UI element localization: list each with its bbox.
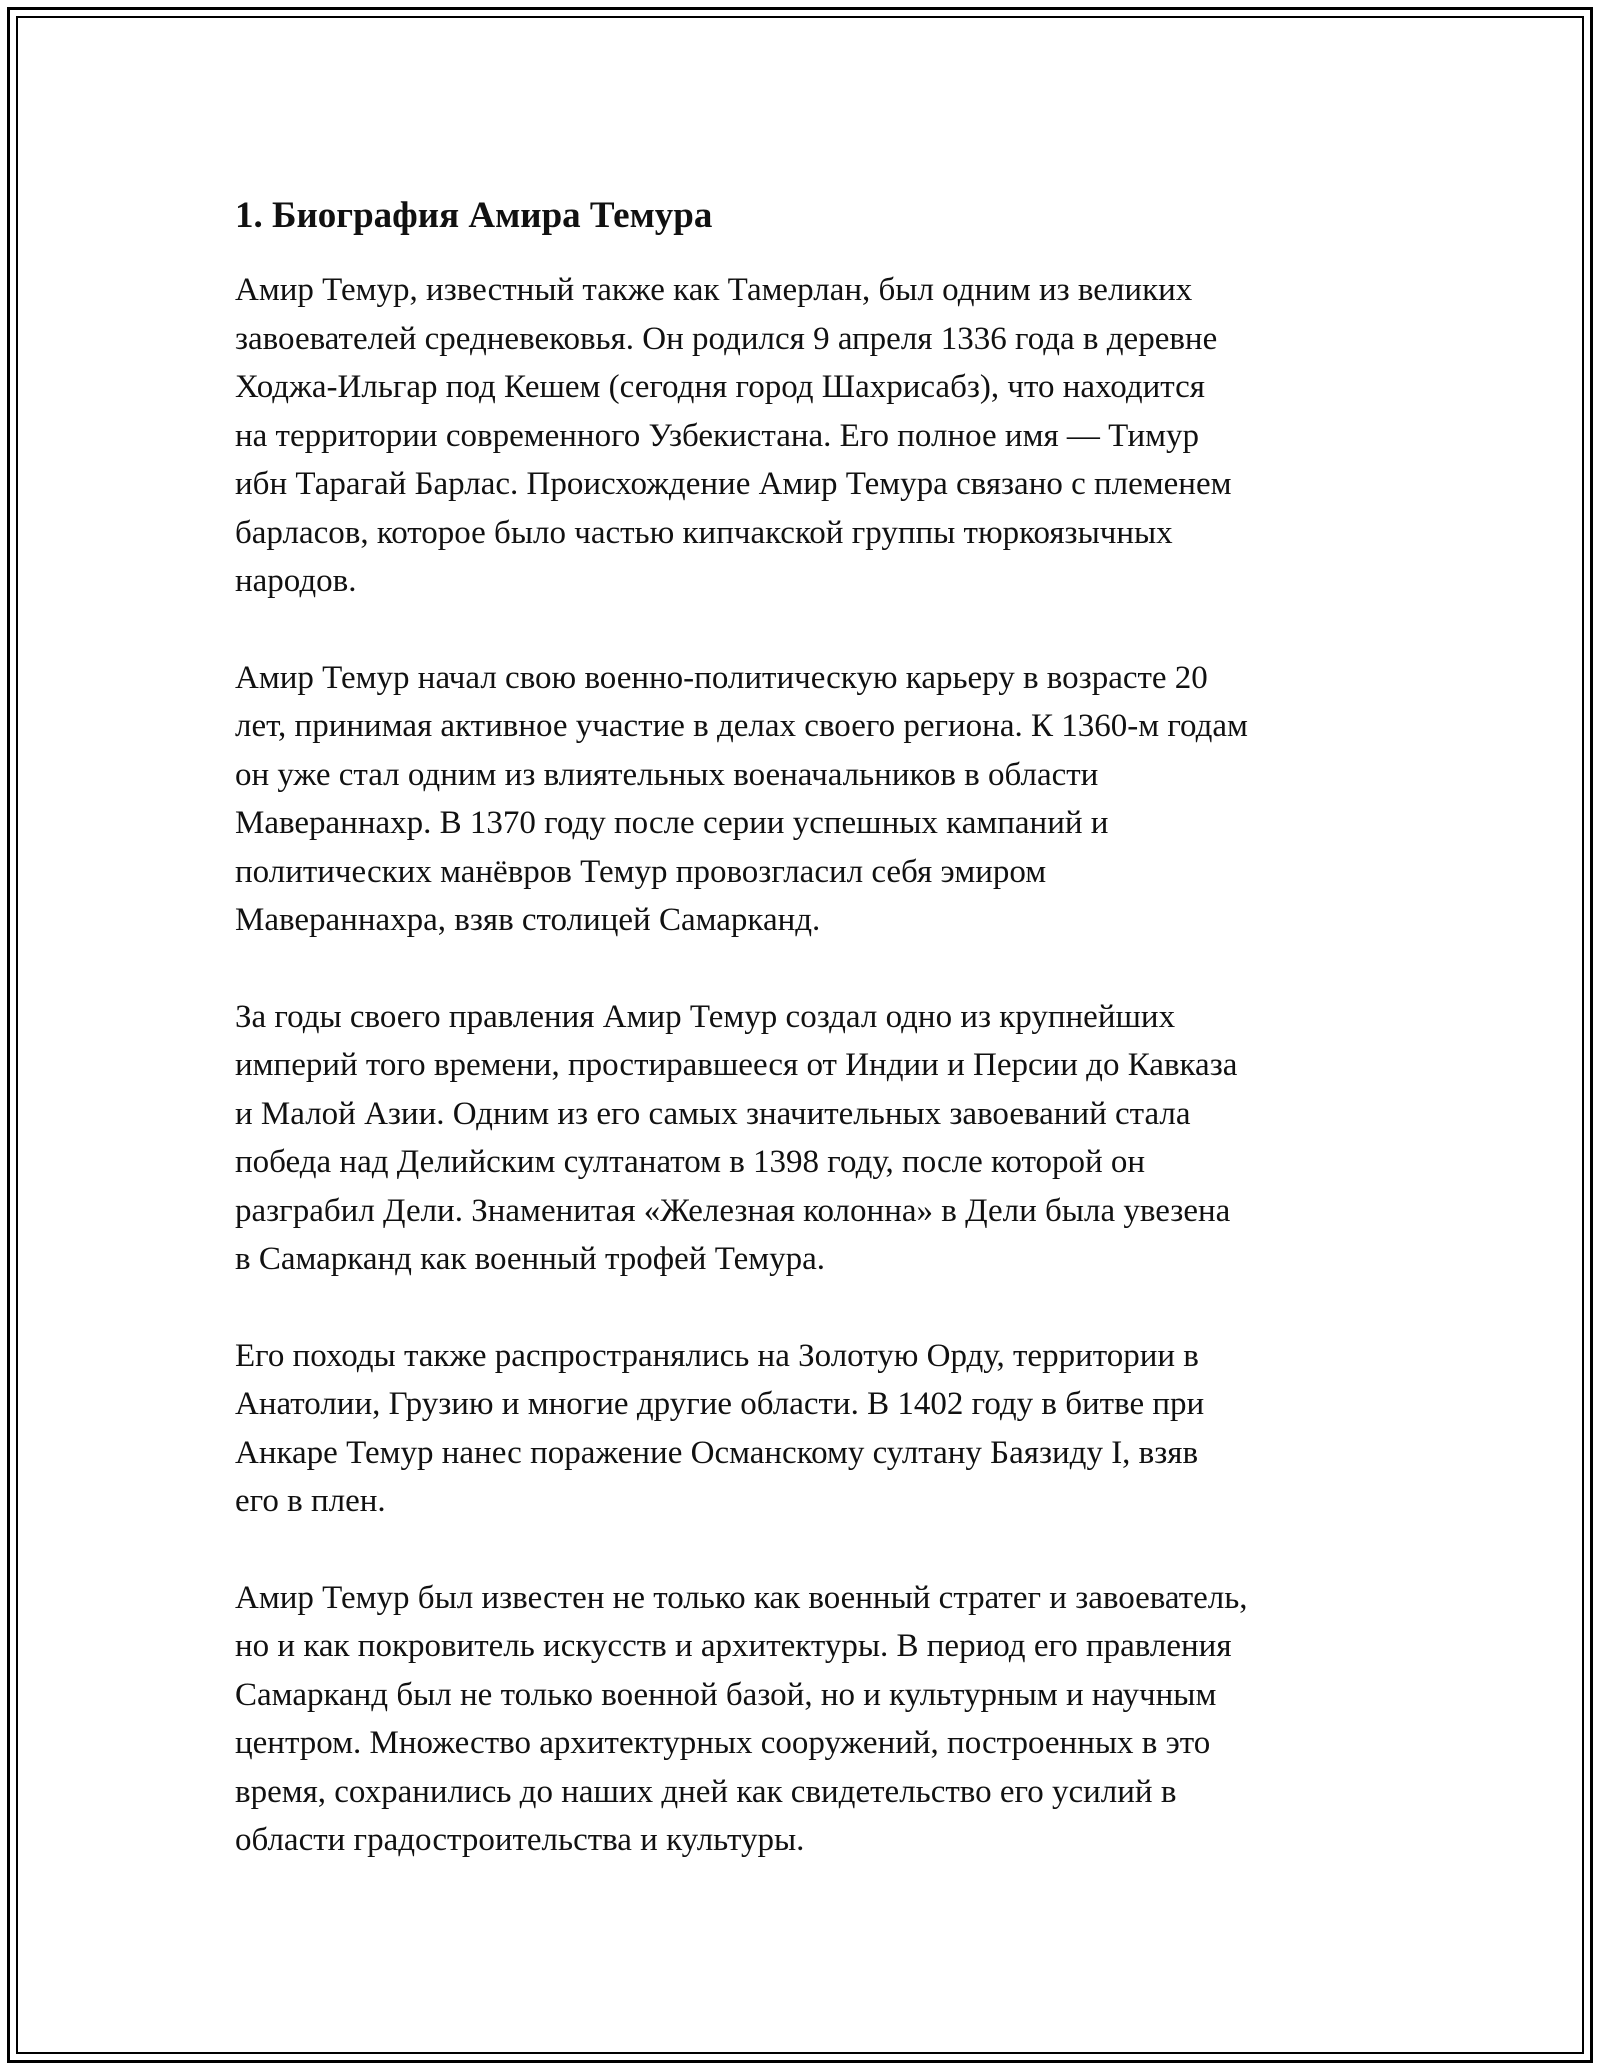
paragraph-campaigns: Его походы также распространялись на Золотую Орду, территории в Анатолии, Грузию и многие другие области. В 1402 году в битве при Анкаре Темур нанес поражение Османскому султану Баязиду I, взяв его в плен. <box>235 1337 1205 1519</box>
document-body <box>235 190 1395 1865</box>
paragraph-origin: Амир Темур, известный также как Тамерлан, был одним из великих завоевателей средневековья. Он родился 9 апреля 1336 года в деревне Ходжа-Ильгар под Кешем (сегодня город Шахрисабз), что находится на территории современного Узбекистана. Его полное имя — Тимур ибн Тарагай Барлас. Происхождение Амир Темура связано с племенем барласов, которое было частью кипчакской группы тюркоязычных народов. <box>235 272 1232 599</box>
paragraph-early-career: Амир Темур начал свою военно-политическую карьеру в возрасте 20 лет, принимая активное участие в делах своего региона. К 1360-м годам он уже стал одним из влиятельных военачальников в области Мавераннахр. В 1370 году после серии успешных кампаний и политических манёвров Темур провозгласил себя эмиром Мавераннахра, взяв столицей Самарканд. <box>235 659 1248 938</box>
paragraph-empire: За годы своего правления Амир Темур создал одно из крупнейших империй того времени, простиравшееся от Индии и Персии до Кавказа и Малой Азии. Одним из его самых значительных завоеваний стала победа над Делийским султанатом в 1398 году, после которой он разграбил Дели. Знаменитая «Железная колонна» в Дели была увезена в Самарканд как военный трофей Темура. <box>235 998 1238 1277</box>
paragraph-patronage: Амир Темур был известен не только как военный стратег и завоеватель, но и как покровитель искусств и архитектуры. В период его правления Самарканд был не только военной базой, но и культурным и научным центром. Множество архитектурных сооружений, построенных в это время, сохранились до наших дней как свидетельство его усилий в области градостроительства и культуры. <box>235 1579 1248 1858</box>
section-heading: 1. Биография Амира Темура <box>235 195 713 236</box>
